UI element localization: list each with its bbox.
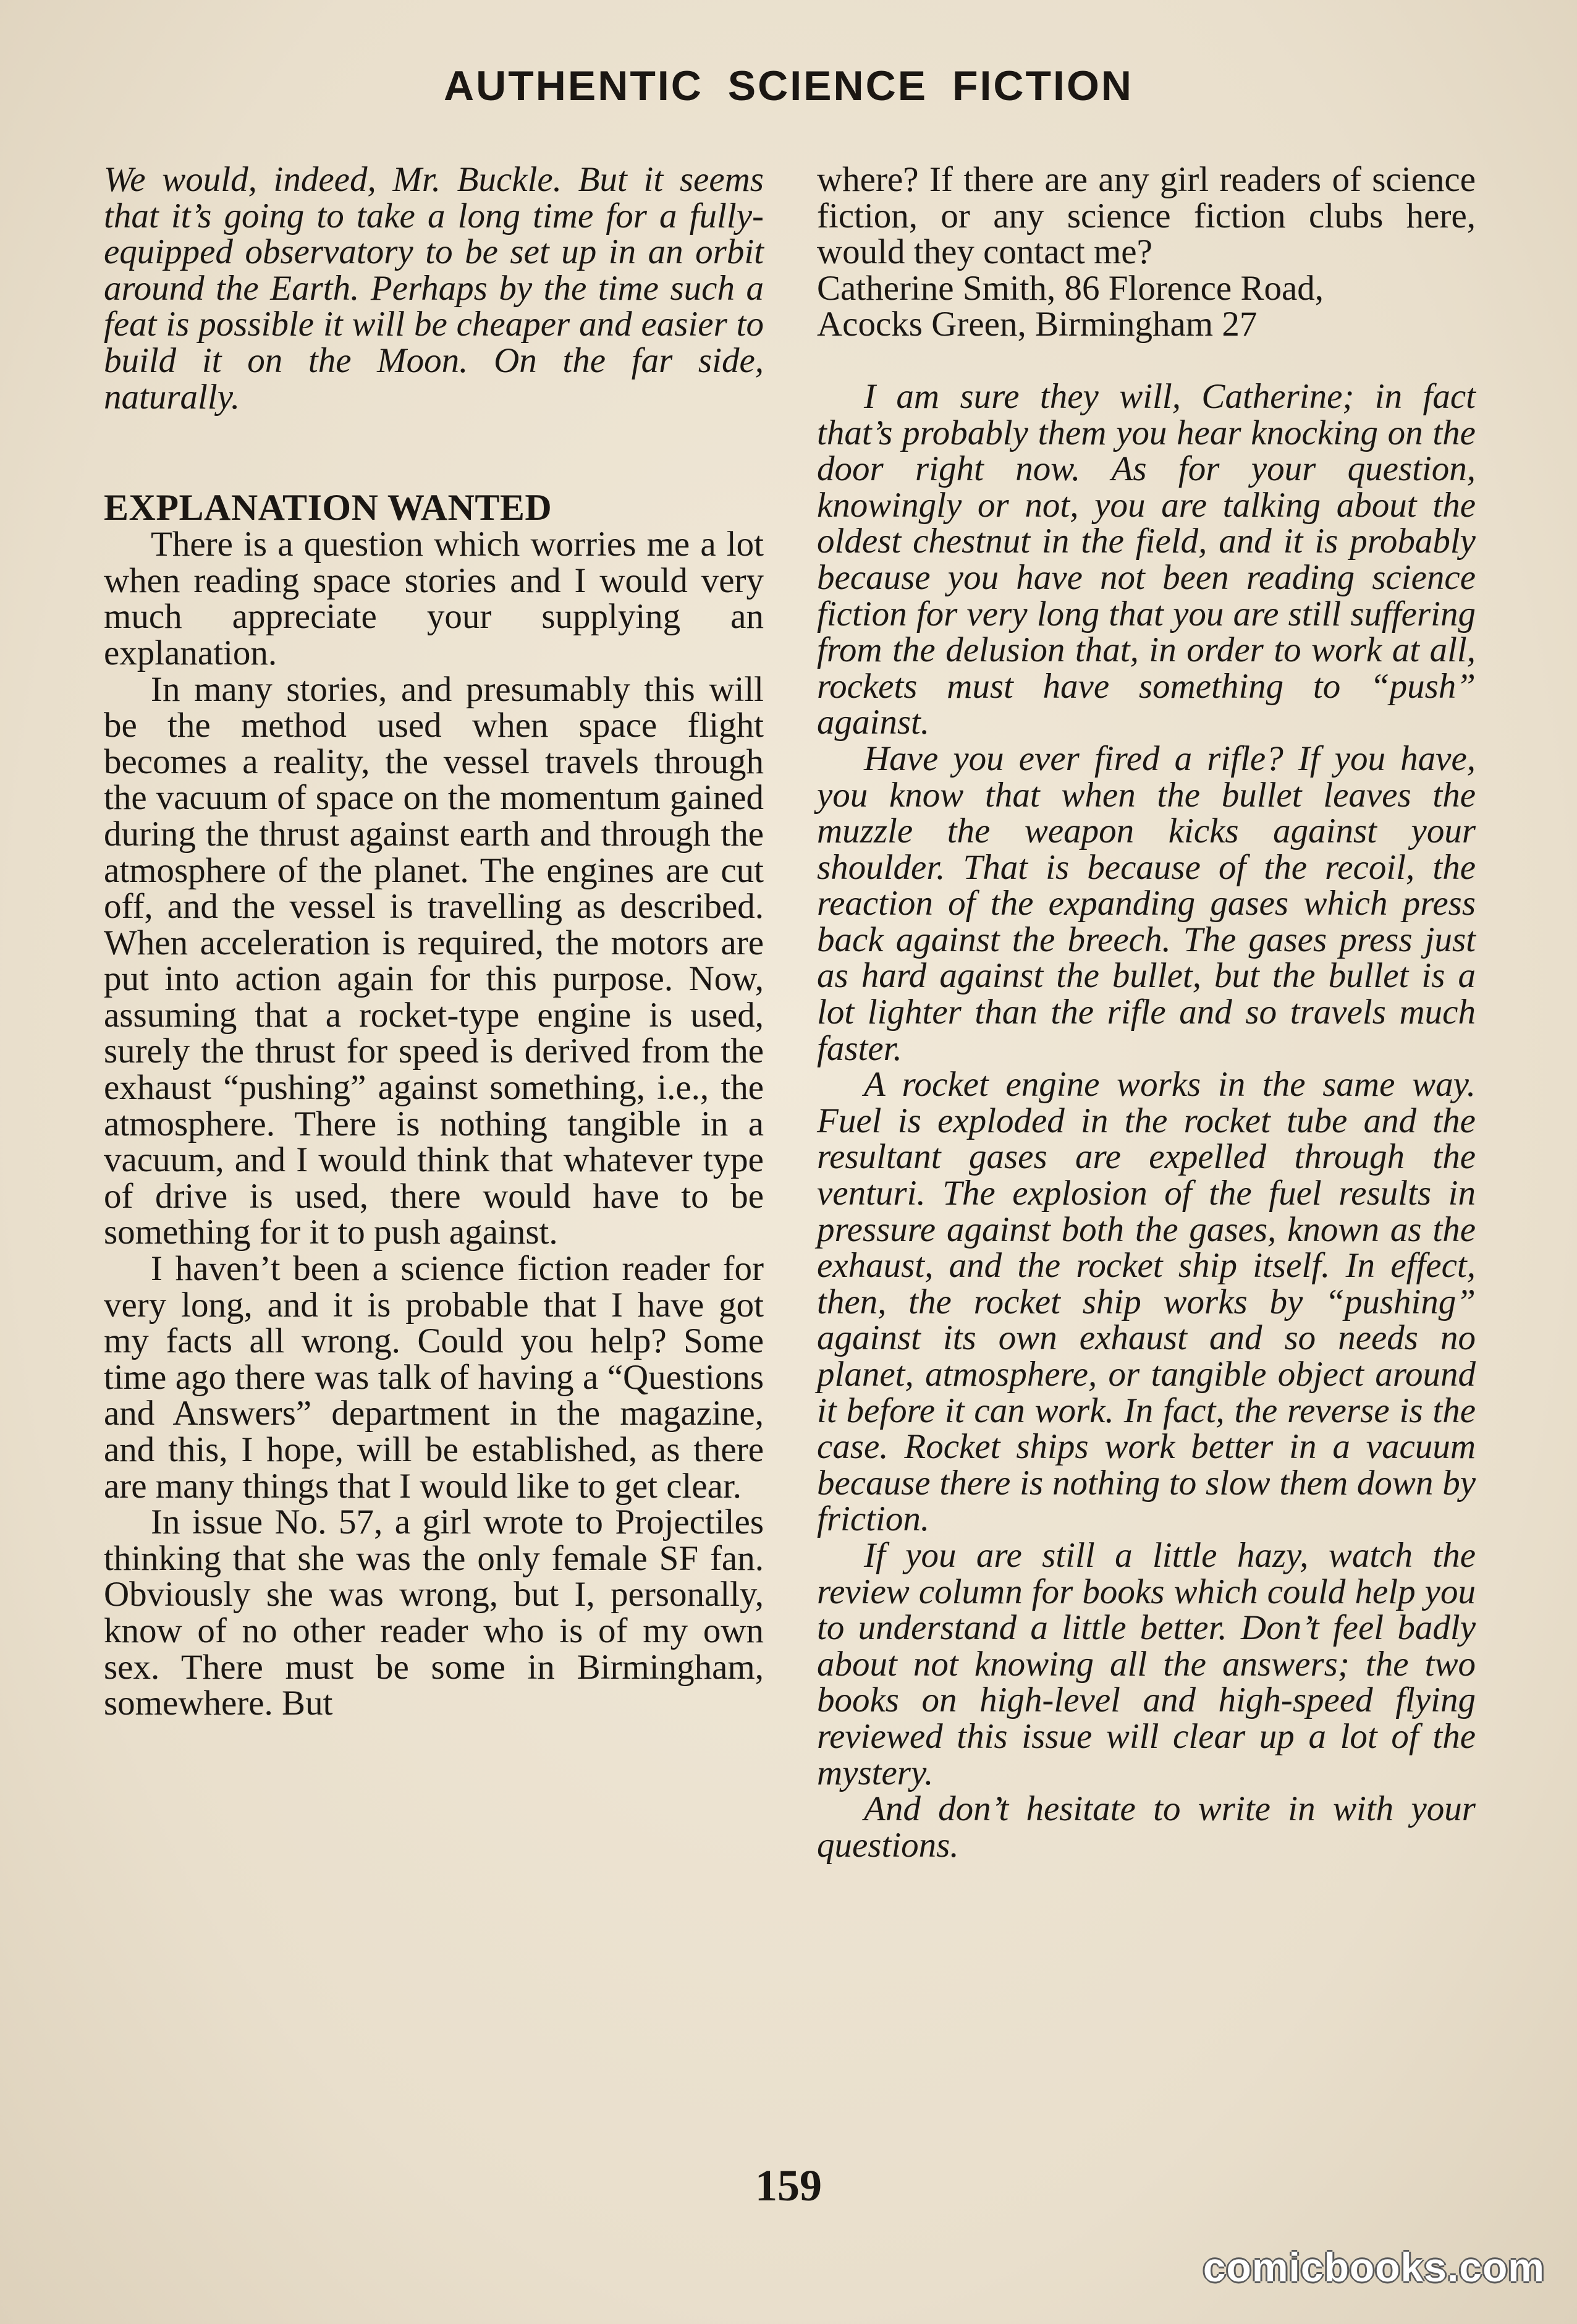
editor-reply-paragraph: Have you ever fired a rifle? If you have, you know that when the bullet leaves the muzzle the weapon kicks against your shoulder. That is because of the recoil, the reaction of the expanding gases which press back against the breech. The gases press just as hard against the bullet, but the bullet is a lot lighter than the rifle and so travels much faster. (817, 739, 1476, 1068)
letter-signature-address: Acocks Green, Birmingham 27 (817, 305, 1258, 344)
page-number: 159 (755, 2161, 822, 2210)
editor-reply-intro: We would, indeed, Mr. Buckle. But it seems that it’s going to take a long time for a fully-equipped observatory to be set up in an orbit around the Earth. Perhaps by the time such a feat is possible it will be cheaper and easier to build it on the Moon. On the far side, naturally. (104, 160, 764, 417)
watermark-logo: comicbooks.com (1203, 2244, 1545, 2290)
letter-paragraph: In issue No. 57, a girl wrote to Projectiles thinking that she was the only female SF fan. Obviously she was wrong, but I, personally, know of no other reader who is of my own sex. There must be some in Birmingham, somewhere. But (104, 1503, 764, 1723)
letter-paragraph-end: where? If there are any girl readers of science fiction, or any science fiction clubs here, would they contact me? (817, 160, 1476, 272)
letter-signature-name: Catherine Smith, 86 Florence Road, (817, 268, 1324, 308)
editor-reply-paragraph: And don’t hesitate to write in with your questions. (817, 1789, 1476, 1865)
letter-paragraph: In many stories, and presumably this will be the method used when space flight becomes a reality, the vessel travels through the vacuum of space on the momentum gained during the thrust against earth and through the atmosphere of the planet. The engines are cut off, and the vessel is travelling as described. When acceleration is required, the motors are put into action again for this purpose. Now, assuming that a rocket-type engine is used, surely the thrust for speed is derived from the exhaust “pushing” against something, i.e., the atmosphere. There is nothing tangible in a vacuum, and I would think that whatever type of drive is used, there would have to be something for it to push against. (104, 669, 764, 1252)
running-header: AUTHENTIC SCIENCE FICTION (444, 62, 1133, 109)
spacer (817, 343, 1476, 379)
letter-heading: EXPLANATION WANTED (104, 487, 552, 528)
letter-paragraph: There is a question which worries me a lot when reading space stories and I would very much appreciate your supplying an explanation. (104, 525, 764, 672)
editor-reply-paragraph: I am sure they will, Catherine; in fact that’s probably them you hear knocking on the door right now. As for your question, knowingly or not, you are talking about the oldest chestnut in the field, and it is probably because you have not been reading science fiction for very long that you are still suffering from the delusion that, in order to work at all, rockets must have something to “push” against. (817, 376, 1476, 742)
left-column (104, 162, 764, 1722)
editor-reply-paragraph: If you are still a little hazy, watch the review column for books which could help you to understand a little better. Don’t feel badly about not knowing all the answers; the two books on high-level and high-speed flying reviewed this issue will clear up a lot of the mystery. (817, 1535, 1476, 1792)
editor-reply-paragraph: A rocket engine works in the same way. Fuel is exploded in the rocket tube and the resultant gases are expelled through the venturi. The explosion of the fuel results in pressure against both the gases, known as the exhaust, and the rocket ship itself. In effect, then, the rocket ship works by “pushing” against its own exhaust and so needs no planet, atmosphere, or tangible object around it before it can work. In fact, the reverse is the case. Rocket ships work better in a vacuum because there is nothing to slow them down by friction. (817, 1065, 1476, 1539)
letter-paragraph: I haven’t been a science fiction reader for very long, and it is probable that I have got my facts all wrong. Could you help? Some time ago there was talk of having a “Questions and Answers” department in the magazine, and this, I hope, will be established, as there are many things that I would like to get clear. (104, 1249, 764, 1506)
right-column (817, 162, 1476, 1864)
spacer (104, 415, 764, 488)
